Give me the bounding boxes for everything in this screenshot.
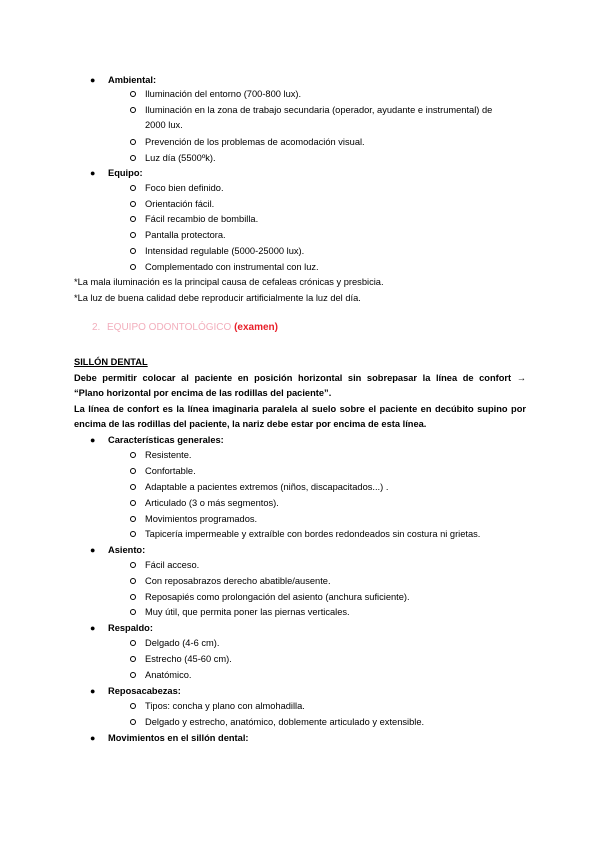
circle-bullet-icon xyxy=(130,232,136,238)
list-item: Complementado con instrumental con luz. xyxy=(145,262,319,272)
section-heading xyxy=(107,322,278,334)
circle-bullet-icon xyxy=(130,91,136,97)
list-item: Fácil recambio de bombilla. xyxy=(145,214,259,224)
list-item: Fácil acceso. xyxy=(145,560,200,570)
circle-bullet-icon xyxy=(130,609,136,615)
circle-bullet-icon xyxy=(130,672,136,678)
circle-bullet-icon xyxy=(130,531,136,537)
note-text: *La luz de buena calidad debe reproducir artificialmente la luz del día. xyxy=(74,293,361,303)
list-item: Delgado (4-6 cm). xyxy=(145,638,220,648)
list-item: Pantalla protectora. xyxy=(145,230,226,240)
list-item: Muy útil, que permita poner las piernas verticales. xyxy=(145,607,350,617)
circle-bullet-icon xyxy=(130,656,136,662)
paragraph-line: La línea de confort es la línea imaginaria paralela al suelo sobre el paciente en decúbito supino por xyxy=(74,404,526,414)
circle-bullet-icon xyxy=(130,719,136,725)
paragraph-line: encima de las rodillas del paciente, la nariz debe estar por encima de esta línea. xyxy=(74,419,427,429)
list-item: Reposapiés como prolongación del asiento (anchura suficiente). xyxy=(145,592,410,602)
circle-bullet-icon xyxy=(130,216,136,222)
list-item: Foco bien definido. xyxy=(145,183,224,193)
note-text: *La mala iluminación es la principal causa de cefaleas crónicas y presbicia. xyxy=(74,277,384,287)
circle-bullet-icon xyxy=(130,500,136,506)
sillon-heading: SILLÓN DENTAL xyxy=(74,357,148,367)
circle-bullet-icon xyxy=(130,185,136,191)
bullet-icon: ● xyxy=(90,435,96,445)
asiento-title: Asiento: xyxy=(108,545,146,555)
list-item: Iluminación del entorno (700-800 lux). xyxy=(145,89,302,99)
list-item: Tapicería impermeable y extraíble con bordes redondeados sin costura ni grietas. xyxy=(145,529,481,539)
list-item: Movimientos programados. xyxy=(145,514,258,524)
exam-tag: (examen) xyxy=(234,322,278,333)
list-item: Confortable. xyxy=(145,466,196,476)
circle-bullet-icon xyxy=(130,468,136,474)
paragraph-line: “Plano horizontal por encima de las rodillas del paciente”. xyxy=(74,388,332,398)
circle-bullet-icon xyxy=(130,155,136,161)
list-item: Adaptable a pacientes extremos (niños, discapacitados...) . xyxy=(145,482,389,492)
circle-bullet-icon xyxy=(130,562,136,568)
bullet-icon: ● xyxy=(90,545,96,555)
circle-bullet-icon xyxy=(130,139,136,145)
list-item: Articulado (3 o más segmentos). xyxy=(145,498,279,508)
bullet-icon: ● xyxy=(90,686,96,696)
circle-bullet-icon xyxy=(130,264,136,270)
list-item: Prevención de los problemas de acomodación visual. xyxy=(145,137,365,147)
bullet-icon: ● xyxy=(90,623,96,633)
list-item: Orientación fácil. xyxy=(145,199,215,209)
bullet-icon: ● xyxy=(90,168,96,178)
movimientos-title: Movimientos en el sillón dental: xyxy=(108,733,249,743)
circle-bullet-icon xyxy=(130,201,136,207)
circle-bullet-icon xyxy=(130,516,136,522)
bullet-icon: ● xyxy=(90,733,96,743)
circle-bullet-icon xyxy=(130,248,136,254)
circle-bullet-icon xyxy=(130,484,136,490)
equipo-title: Equipo: xyxy=(108,168,143,178)
list-item: Anatómico. xyxy=(145,670,192,680)
list-item: Con reposabrazos derecho abatible/ausente. xyxy=(145,576,331,586)
list-item: Intensidad regulable (5000-25000 lux). xyxy=(145,246,305,256)
circle-bullet-icon xyxy=(130,107,136,113)
circle-bullet-icon xyxy=(130,578,136,584)
list-item: Delgado y estrecho, anatómico, doblemente articulado y extensible. xyxy=(145,717,425,727)
circle-bullet-icon xyxy=(130,452,136,458)
circle-bullet-icon xyxy=(130,640,136,646)
ambiental-title: Ambiental: xyxy=(108,75,157,85)
list-item: Estrecho (45-60 cm). xyxy=(145,654,232,664)
section-number: 2. xyxy=(92,322,101,333)
respaldo-title: Respaldo: xyxy=(108,623,153,633)
paragraph-line: Debe permitir colocar al paciente en posición horizontal sin sobrepasar la línea de confort → xyxy=(74,373,526,383)
caracteristicas-title: Características generales: xyxy=(108,435,224,445)
list-item: Iluminación en la zona de trabajo secundaria (operador, ayudante e instrumental) de xyxy=(145,105,493,115)
list-item: Resistente. xyxy=(145,450,192,460)
section-title: EQUIPO ODONTOLÓGICO xyxy=(107,322,232,333)
list-item: Luz día (5500ºk). xyxy=(145,153,216,163)
list-item: Tipos: concha y plano con almohadilla. xyxy=(145,701,305,711)
reposacabezas-title: Reposacabezas: xyxy=(108,686,181,696)
bullet-icon: ● xyxy=(90,75,96,85)
circle-bullet-icon xyxy=(130,594,136,600)
circle-bullet-icon xyxy=(130,703,136,709)
list-item-continuation: 2000 lux. xyxy=(145,120,183,130)
